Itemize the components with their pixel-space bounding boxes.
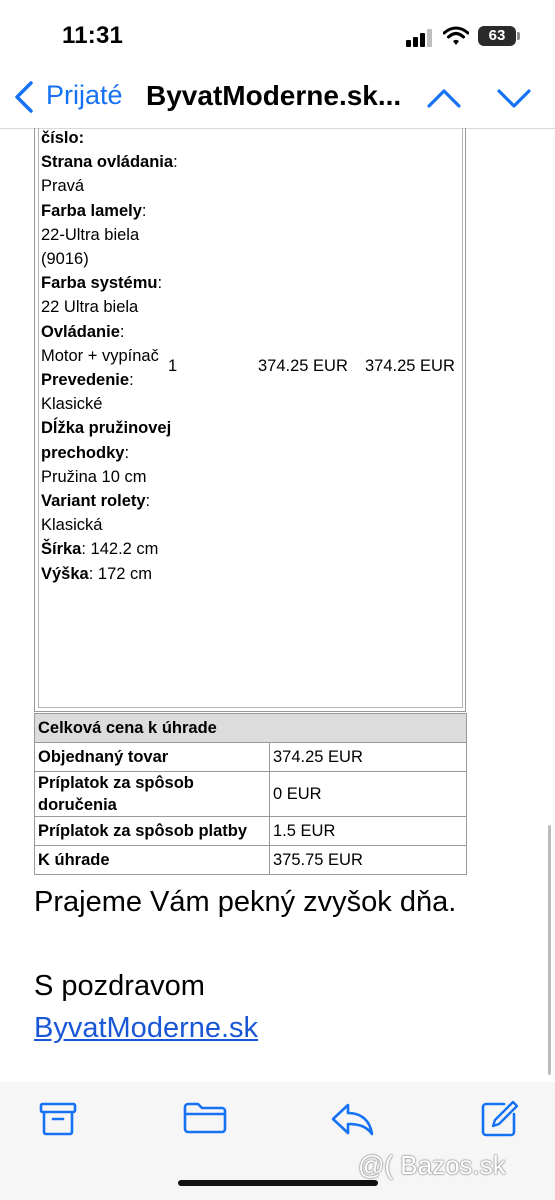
spec-label: Farba systému [41,274,158,293]
spec-value: Pružina 10 cm [41,467,147,486]
summary-value: 375.75 EUR [270,846,467,875]
website-link[interactable]: ByvatModerne.sk [34,1012,259,1044]
back-chevron-icon[interactable] [12,80,36,114]
wifi-icon [443,26,469,46]
spec-value: 22 Ultra biela [41,298,139,317]
table-row [35,817,467,846]
table-row [35,846,467,875]
spec-label: Prevedenie [41,371,130,390]
item-unit-price: 374.25 EUR [258,357,348,375]
spec-value: Klasická [41,516,103,535]
spec-label: Šírka [41,540,82,559]
table-row [35,743,467,772]
signoff-text: S pozdravom [34,970,205,1002]
spec-value: 142.2 cm [90,540,159,559]
spec-label: Variant rolety [41,492,146,511]
battery-indicator: 63 [478,26,516,46]
spec-label: Výška [41,564,89,583]
spec-value: Klasické [41,395,103,414]
item-total: 374.25 EUR [365,357,455,375]
folder-icon[interactable] [183,1102,227,1134]
spec-value: 22-Ultra biela (9016) [41,225,140,269]
spec-label: Strana ovládania [41,153,174,172]
summary-value: 1.5 EUR [270,817,467,846]
back-button[interactable]: Prijaté [46,80,123,110]
price-summary-table [34,713,467,875]
table-header-row [35,714,467,743]
scrollbar[interactable] [548,825,551,1075]
archive-icon[interactable] [39,1102,77,1136]
cellular-signal-icon [406,29,434,47]
next-message-icon[interactable] [496,86,532,110]
compose-icon[interactable] [480,1100,518,1138]
spec-value: 172 cm [97,564,152,583]
spec-label: Farba lamely [41,201,142,220]
greeting-text: Prajeme Vám pekný zvyšok dňa. [34,886,457,918]
summary-header: Celková cena k úhrade [35,714,467,743]
battery-tip [517,32,520,40]
summary-label: Príplatok za spôsob doručenia [35,772,270,817]
watermark: @( Bazos.sk [358,1150,506,1180]
table-row [35,772,467,817]
summary-label: Príplatok za spôsob platby [35,817,270,846]
spec-label: Ovládanie [41,322,120,341]
spec-value: Motor + vypínač [41,346,159,365]
item-quantity: 1 [168,357,178,375]
home-indicator [178,1180,378,1186]
product-specs: číslo: Strana ovládania: Pravá Farba lamely: 22-Ultra biela (9016) Farba systému: 22 Ultra biela Ovládanie: Motor + vypínač Prevedenie: Klasické Dĺžka pružinovej prechodky: Pružina 10 cm Variant rolety: Klasická Šírka: 142.2 cm Výška: 172 cm [41,129,178,583]
summary-label: Objednaný tovar [35,743,270,772]
spec-value: Pravá [41,177,85,196]
spec-label: Dĺžka pružinovej prechodky [41,419,172,462]
spec-label: číslo: [41,129,85,147]
page-title: ByvatModerne.sk... [146,80,402,111]
previous-message-icon[interactable] [426,86,462,110]
summary-label: K úhrade [35,846,270,875]
reply-icon[interactable] [330,1102,374,1136]
summary-value: 374.25 EUR [270,743,467,772]
status-time: 11:31 [62,22,124,49]
summary-value: 0 EUR [270,772,467,817]
